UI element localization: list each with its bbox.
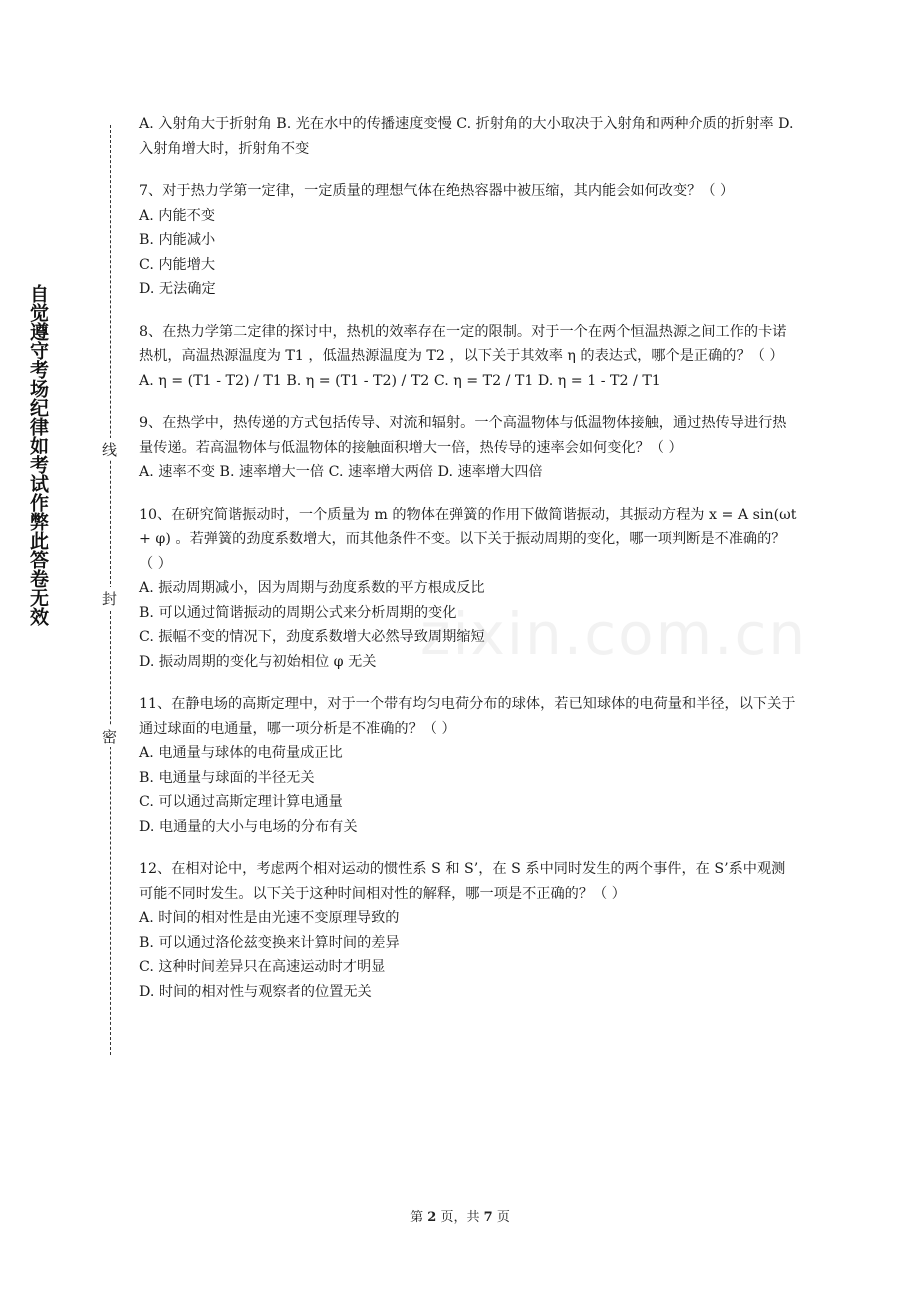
question-stem: 10、在研究简谐振动时，一个质量为 m 的物体在弹簧的作用下做简谐振动，其振动方程为 x = A sin(ωt + φ) 。若弹簧的劲度系数增大，而其他条件不变。以下关于振动周期的变化，哪一项判断是不准确的？（ ） (139, 506, 797, 572)
question-9 (139, 411, 797, 485)
option-c: C. 振幅不变的情况下，劲度系数增大必然导致周期缩短 (139, 629, 485, 645)
option-d: D. 时间的相对性与观察者的位置无关 (139, 983, 372, 1000)
option-c: C. 内能增大 (139, 256, 216, 273)
option-d: D. 电通量的大小与电场的分布有关 (139, 818, 358, 835)
page-footer (0, 1206, 920, 1225)
question-stem: A. 入射角大于折射角 B. 光在水中的传播速度变慢 C. 折射角的大小取决于入射角和两种介质的折射率 D. 入射角增大时，折射角不变 (139, 116, 794, 157)
question-stem: 11、在静电场的高斯定理中，对于一个带有均匀电荷分布的球体，若已知球体的电荷量和半径，以下关于通过球面的电通量，哪一项分析是不准确的？（ ） (139, 696, 796, 737)
question-stem: 12、在相对论中，考虑两个相对运动的惯性系 S 和 S’，在 S 系中同时发生的两个事件，在 S’系中观测可能不同时发生。以下关于这种时间相对性的解释，哪一项是不正确的？（ ） (139, 861, 786, 902)
option-b: B. 可以通过洛伦兹变换来计算时间的差异 (139, 934, 400, 951)
question-stem: 9、在热学中，热传递的方式包括传导、对流和辐射。一个高温物体与低温物体接触，通过热传导进行热量传递。若高温物体与低温物体的接触面积增大一倍，热传导的速率会如何变化？（ ） (139, 415, 787, 456)
footer-middle: 页，共 (440, 1210, 480, 1225)
exam-discipline-slogan: 自觉遵守考场纪律如考试作弊此答卷无效 (27, 284, 49, 626)
option-a: A. 电通量与球体的电荷量成正比 (139, 745, 343, 761)
question-12 (139, 857, 797, 1004)
option-b: B. 内能减小 (139, 232, 216, 248)
option-c: C. 这种时间差异只在高速运动时才明显 (139, 959, 386, 975)
question-6-options-continued (139, 112, 797, 161)
question-8 (139, 320, 797, 394)
option-b: B. 电通量与球面的半径无关 (139, 769, 315, 786)
option-line: A. η = (T1 - T2) / T1 B. η = (T1 - T2) / T2 C. η = T2 / T1 D. η = 1 - T2 / T1 (139, 372, 661, 389)
question-7 (139, 179, 797, 302)
question-11 (139, 692, 797, 839)
question-10 (139, 503, 797, 675)
question-stem: 8、在热力学第二定律的探讨中，热机的效率存在一定的限制。对于一个在两个恒温热源之间工作的卡诺热机，高温热源温度为 T1 ，低温热源温度为 T2 ，以下关于其效率 η 的表达式，哪个是正确的？（ ） (139, 323, 787, 364)
option-c: C. 可以通过高斯定理计算电通量 (139, 794, 343, 810)
seal-char-line: 线 (102, 438, 120, 460)
seal-char-seal: 封 (102, 587, 120, 609)
watermark: zixin.com.cn (420, 600, 808, 668)
question-list (139, 112, 797, 1022)
question-stem: 7、对于热力学第一定律，一定质量的理想气体在绝热容器中被压缩，其内能会如何改变？（ ） (139, 183, 735, 199)
option-line: A. 速率不变 B. 速率增大一倍 C. 速率增大两倍 D. 速率增大四倍 (139, 464, 543, 480)
footer-prefix: 第 (410, 1210, 424, 1225)
option-b: B. 可以通过简谐振动的周期公式来分析周期的变化 (139, 604, 457, 621)
option-d: D. 无法确定 (139, 281, 216, 297)
option-a: A. 振动周期减小，因为周期与劲度系数的平方根成反比 (139, 580, 485, 596)
total-pages: 7 (483, 1210, 493, 1225)
option-a: A. 时间的相对性是由光速不变原理导致的 (139, 910, 400, 926)
option-d: D. 振动周期的变化与初始相位 φ 无关 (139, 653, 377, 670)
option-a: A. 内能不变 (139, 207, 216, 224)
seal-char-secret: 密 (102, 725, 120, 747)
footer-suffix: 页 (496, 1210, 510, 1225)
page-number: 2 (427, 1210, 437, 1225)
